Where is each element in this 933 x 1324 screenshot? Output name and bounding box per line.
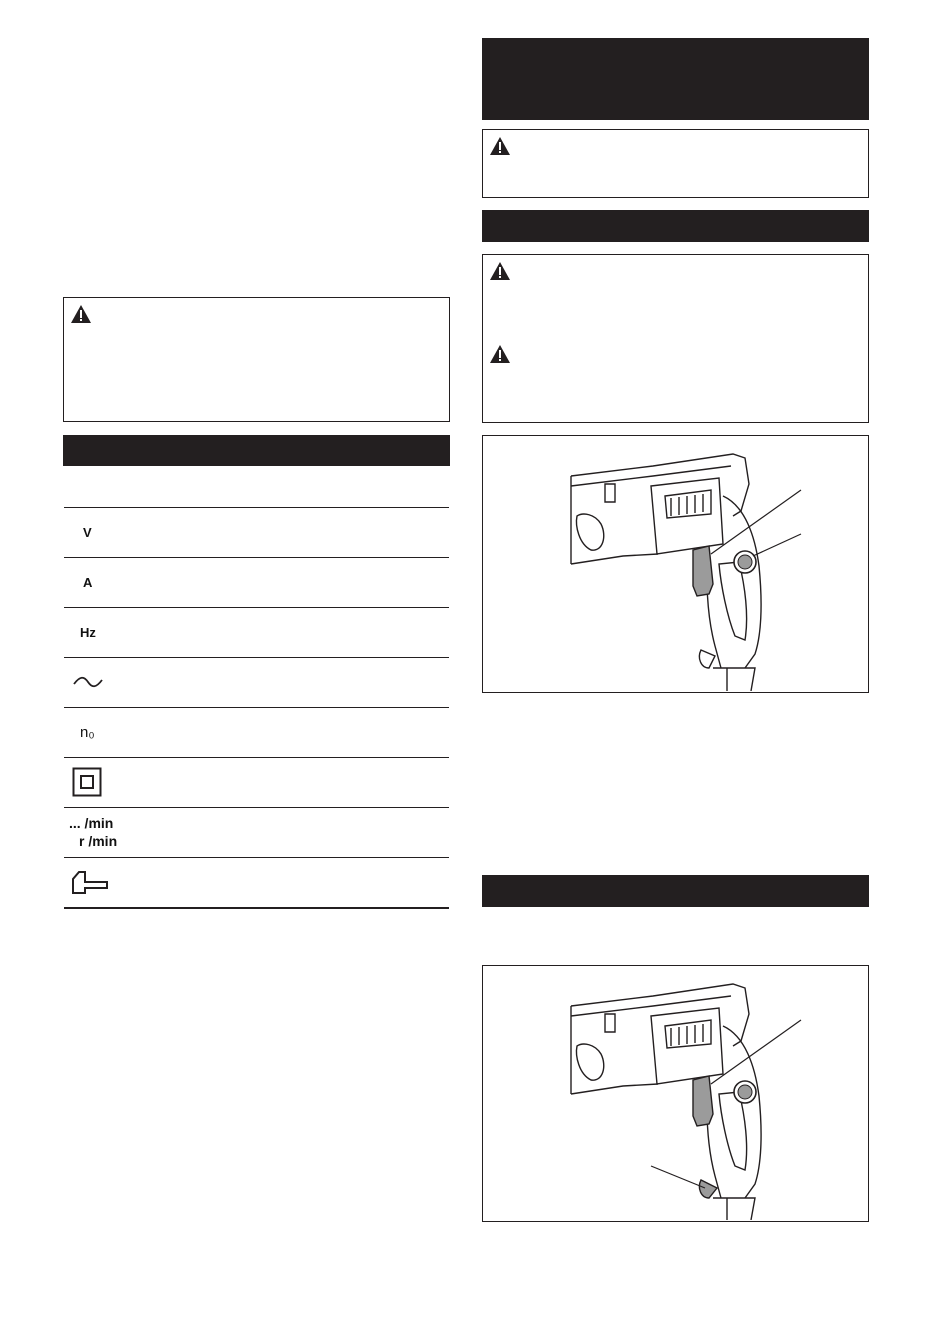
warning-triangle-icon [70,304,92,324]
section-heading-bar-large [482,38,869,120]
symbol-bpm: ... /min [69,815,114,831]
symbol-hertz: Hz [80,624,96,640]
symbol-row [64,707,449,758]
symbols-heading-bar [63,435,450,466]
symbol-row [64,657,449,708]
figure-drill-bottom [482,965,869,1222]
warning-triangle-icon [489,261,511,281]
symbol-speed-per-minute [69,807,117,857]
switch-trigger [693,546,713,596]
warning-box-left [63,297,450,422]
symbol-row [64,857,449,909]
symbol-row [64,557,449,608]
section-heading-bar [482,210,869,242]
class-ii-double-insulation-icon [72,757,102,807]
warning-triangle-icon [489,136,511,156]
symbols-table-header [64,466,449,508]
drill-illustration [483,436,867,691]
symbol-row [64,507,449,558]
symbol-volts: V [83,524,92,540]
symbol-amperes: A [83,574,93,590]
speed-adjusting-knob [699,1180,717,1198]
section-heading-bar-lower [482,875,869,907]
alternating-current-icon [72,657,104,707]
symbol-rpm: r /min [79,833,118,849]
symbol-row [64,607,449,658]
hammer-action-icon [69,857,109,907]
warning-triangle-icon [489,344,511,364]
symbol-row [64,807,449,858]
warning-box [482,129,869,198]
switch-trigger [693,1076,713,1126]
drill-illustration [483,966,867,1220]
symbol-row [64,757,449,808]
symbol-no-load-speed: n₀ [80,723,95,741]
warning-box-double [482,254,869,423]
figure-switch-trigger [482,435,869,693]
